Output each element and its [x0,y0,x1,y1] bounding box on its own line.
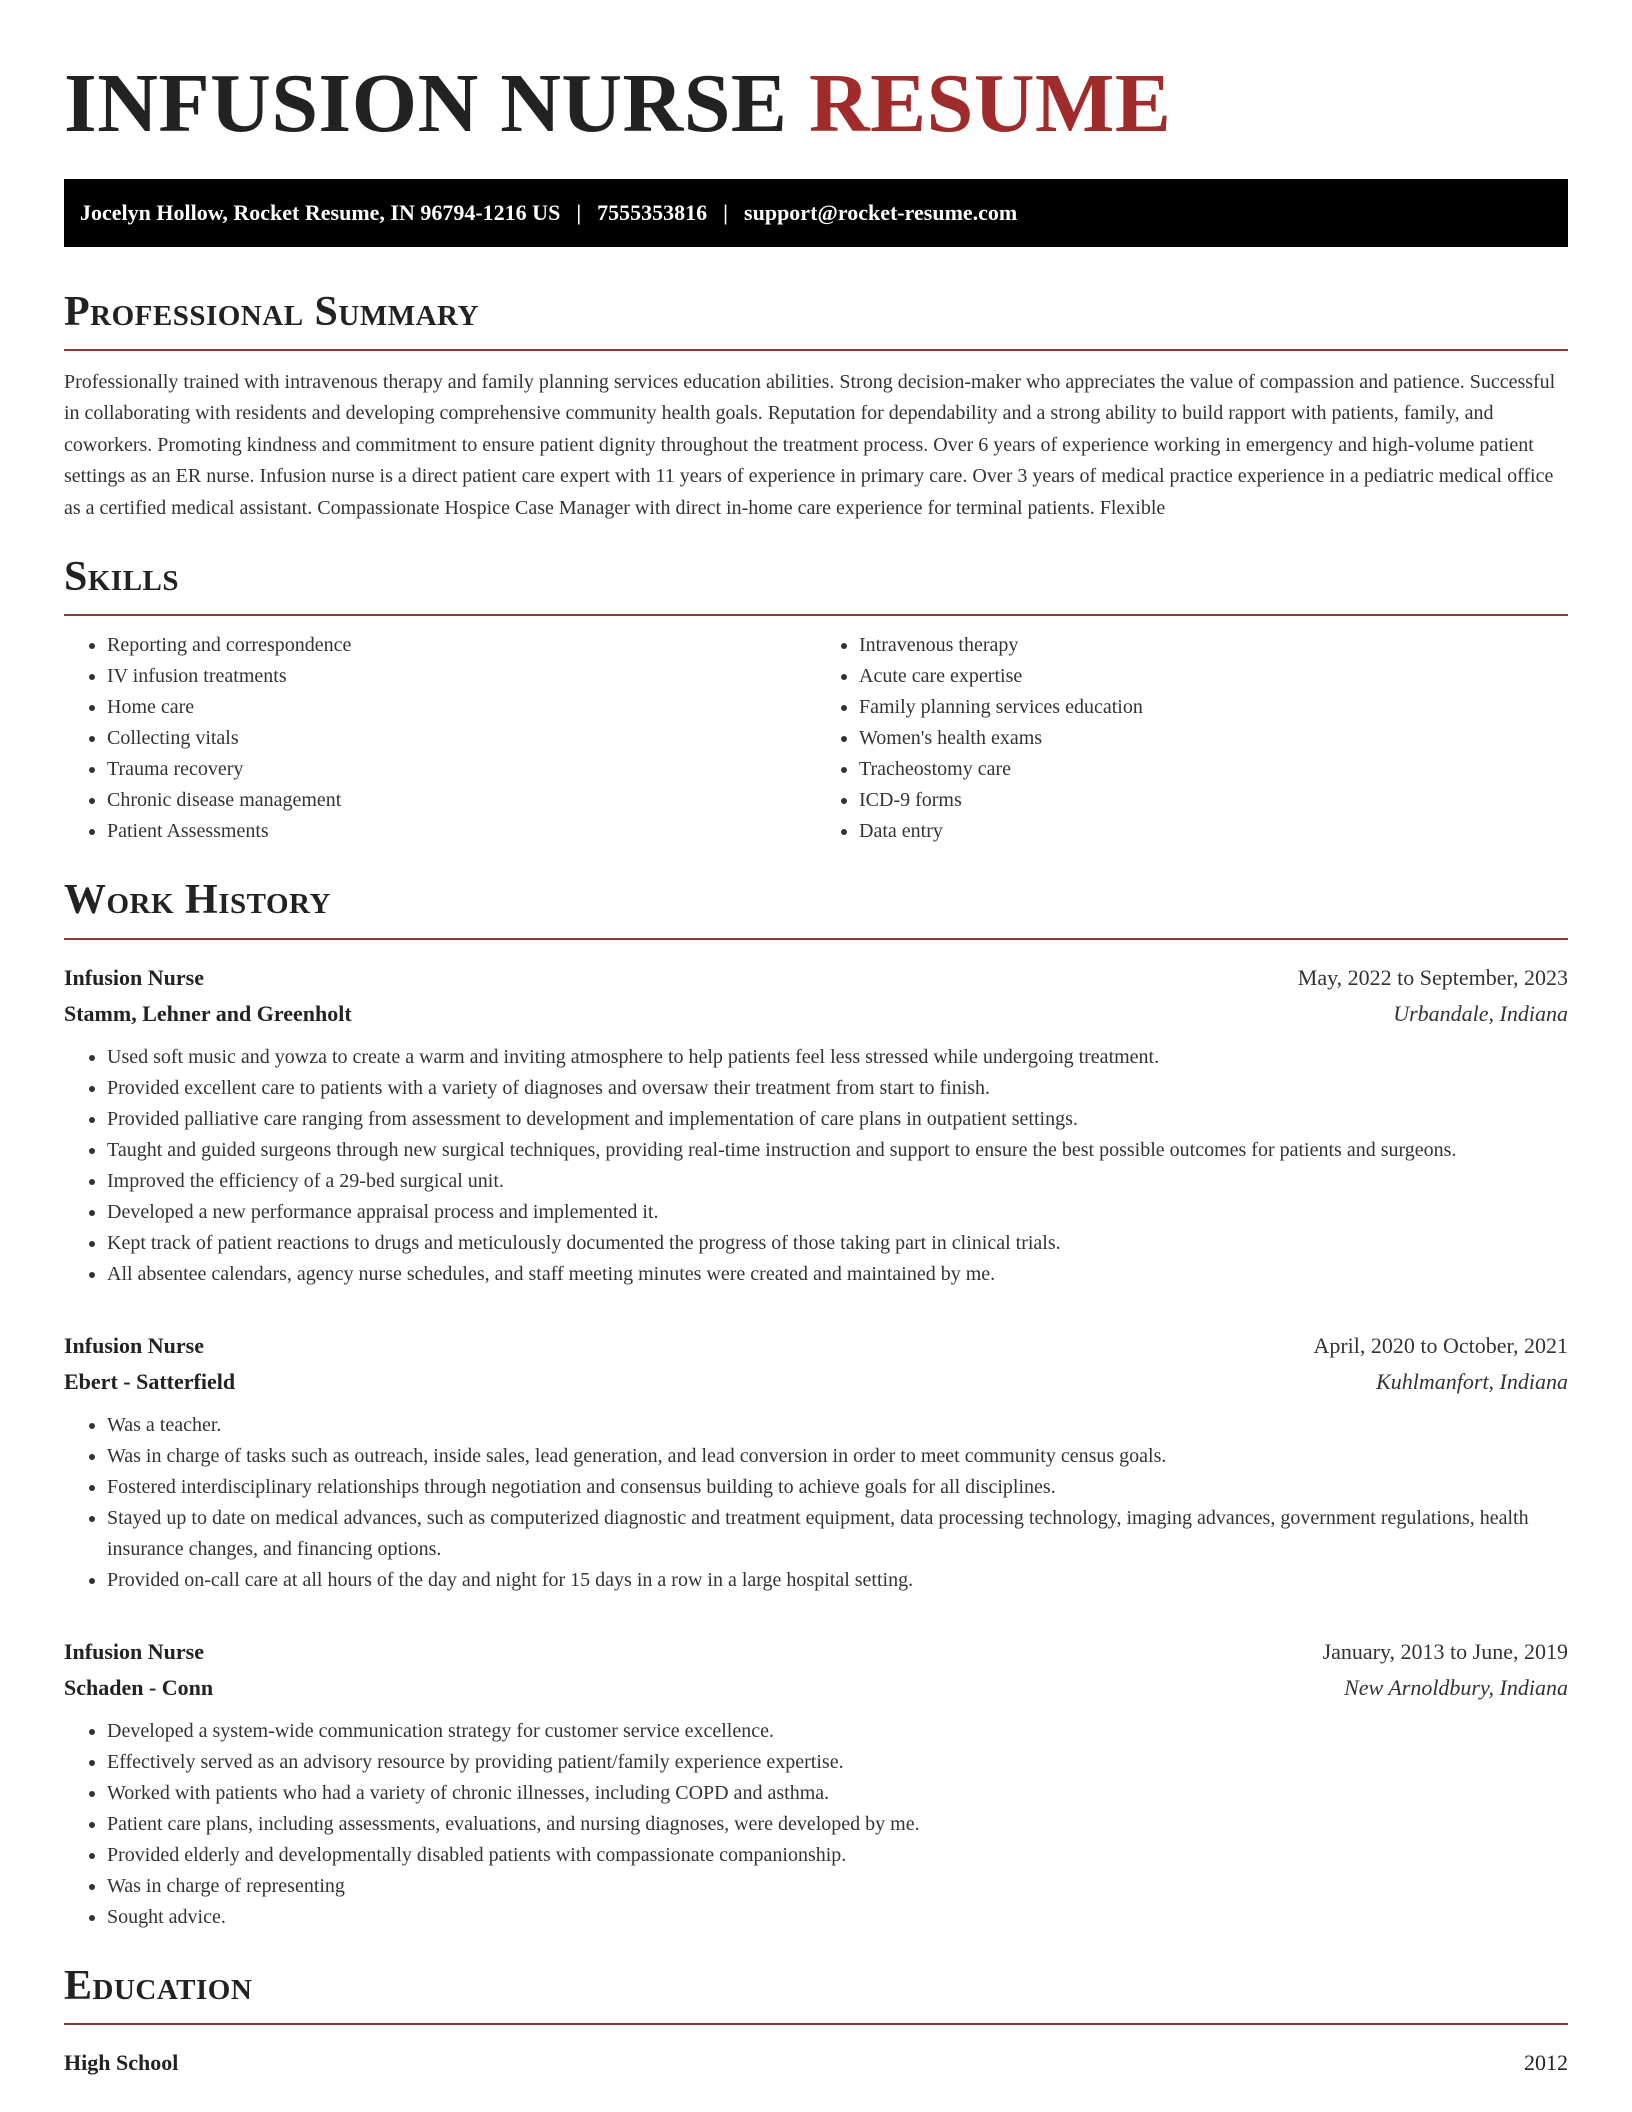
job-bullet: • Taught and guided surgeons through new surgical techniques, providing real-time instruction and support to ensure the best possible outcomes for patients and surgeons. [107,1135,1568,1166]
job-bullet: • Worked with patients who had a variety of chronic illnesses, including COPD and asthma. [107,1778,1568,1809]
job-entry [64,1634,1568,1933]
job-bullet: • Fostered interdisciplinary relationships through negotiation and consensus building to achieve goals for all disciplines. [107,1472,1568,1503]
section-divider [64,614,1568,616]
job-bullet: • Was a teacher. [107,1410,1568,1441]
job-title: Infusion Nurse [64,964,204,990]
skills-columns [64,630,1568,847]
job-bullet: • Developed a system-wide communication strategy for customer service excellence. [107,1716,1568,1747]
skill-item: • Trauma recovery [107,754,816,785]
job-location: Kuhlmanfort, Indiana [1376,1368,1568,1394]
job-company-row [64,1364,1568,1400]
skill-item: • IV infusion treatments [107,661,816,692]
job-bullet: • Was in charge of tasks such as outreach, inside sales, lead generation, and lead conversion in order to meet community census goals. [107,1441,1568,1472]
job-dates: May, 2022 to September, 2023 [1297,964,1568,990]
contact-separator: | [576,199,582,225]
job-bullet-list [64,1716,1568,1933]
job-bullet: • Patient care plans, including assessments, evaluations, and nursing diagnoses, were developed by me. [107,1809,1568,1840]
job-bullet: • Provided elderly and developmentally disabled patients with compassionate companionship. [107,1840,1568,1871]
job-entry [64,960,1568,1290]
skill-item: • Chronic disease management [107,785,816,816]
job-bullet: • All absentee calendars, agency nurse schedules, and staff meeting minutes were created and maintained by me. [107,1259,1568,1290]
skills-heading: Skills [64,554,180,601]
education-degree: High School [64,2049,179,2075]
job-bullet: • Provided palliative care ranging from assessment to development and implementation of care plans in outpatient settings. [107,1104,1568,1135]
resume-title [64,56,1568,153]
job-dates: January, 2013 to June, 2019 [1322,1638,1568,1664]
skill-item: • Patient Assessments [107,816,816,847]
education-entry [64,2045,1568,2081]
summary-section [64,289,1568,525]
job-bullet-list [64,1410,1568,1596]
education-year: 2012 [1524,2049,1568,2075]
contact-email: support@rocket-resume.com [744,199,1018,225]
job-location: Urbandale, Indiana [1393,1000,1568,1026]
work-section [64,877,1568,1932]
job-header-row [64,960,1568,996]
skill-item: • Collecting vitals [107,723,816,754]
section-divider [64,349,1568,351]
contact-phone: 7555353816 [597,199,708,225]
skill-item: • Acute care expertise [859,661,1568,692]
job-bullet: • Was in charge of representing [107,1871,1568,1902]
job-bullet: • Used soft music and yowza to create a warm and inviting atmosphere to help patients feel less stressed while undergoing treatment. [107,1042,1568,1073]
education-heading: Education [64,1962,253,2009]
skills-right-list [816,630,1568,847]
job-bullet: • Developed a new performance appraisal process and implemented it. [107,1197,1568,1228]
skill-item: • Intravenous therapy [859,630,1568,661]
summary-heading: Professional Summary [64,288,479,335]
summary-text: Professionally trained with intravenous therapy and family planning services education abilities. Strong decision-maker who appreciates the value of compassion and patience. Successful in collaborating with residents and developing comprehensive community health goals. Reputation for dependability and a strong ability to build rapport with patients, family, and coworkers. Promoting kindness and commitment to ensure patient dignity throughout the treatment process. Over 6 years of experience working in emergency and high-volume patient settings as an ER nurse. Infusion nurse is a direct patient care expert with 11 years of experience in primary care. Over 3 years of medical practice experience in a pediatric medical office as a certified medical assistant. Compassionate Hospice Case Manager with direct in-home care experience for terminal patients. Flexible [64,370,1556,519]
skill-item: • Reporting and correspondence [107,630,816,661]
job-bullet: • Sought advice. [107,1902,1568,1933]
job-bullet: • Provided excellent care to patients with a variety of diagnoses and oversaw their treatment from start to finish. [107,1073,1568,1104]
title-accent: RESUME [808,57,1172,150]
section-divider [64,938,1568,940]
job-bullet: • Kept track of patient reactions to drugs and meticulously documented the progress of those taking part in clinical trials. [107,1228,1568,1259]
skill-item: • Family planning services education [859,692,1568,723]
job-company: Stamm, Lehner and Greenholt [64,1000,352,1026]
job-bullet-list [64,1042,1568,1290]
job-company: Schaden - Conn [64,1674,214,1700]
skills-left-list [64,630,816,847]
work-heading: Work History [64,877,331,924]
skill-item: • Women's health exams [859,723,1568,754]
skill-item: • Data entry [859,816,1568,847]
job-bullet: • Provided on-call care at all hours of the day and night for 15 days in a row in a large hospital setting. [107,1565,1568,1596]
job-header-row [64,1328,1568,1364]
resume-page [64,0,1568,2081]
job-company-row [64,996,1568,1032]
job-header-row [64,1634,1568,1670]
contact-bar [64,179,1568,247]
job-dates: April, 2020 to October, 2021 [1313,1332,1568,1358]
contact-separator: | [723,199,729,225]
section-divider [64,2023,1568,2025]
job-list [64,960,1568,1933]
job-bullet: • Improved the efficiency of a 29-bed surgical unit. [107,1166,1568,1197]
skills-section [64,554,1568,847]
job-company-row [64,1670,1568,1706]
job-company: Ebert - Satterfield [64,1368,236,1394]
title-main: INFUSION NURSE [64,57,788,150]
job-bullet: • Effectively served as an advisory resource by providing patient/family experience expertise. [107,1747,1568,1778]
job-bullet: • Stayed up to date on medical advances, such as computerized diagnostic and treatment equipment, data processing technology, imaging advances, government regulations, health insurance changes, and financing options. [107,1503,1568,1565]
education-section [64,1963,1568,2081]
job-title: Infusion Nurse [64,1638,204,1664]
job-title: Infusion Nurse [64,1332,204,1358]
skill-item: • ICD-9 forms [859,785,1568,816]
contact-address: Jocelyn Hollow, Rocket Resume, IN 96794-1216 US [80,199,561,225]
job-entry [64,1328,1568,1596]
skill-item: • Home care [107,692,816,723]
skill-item: • Tracheostomy care [859,754,1568,785]
job-location: New Arnoldbury, Indiana [1344,1674,1568,1700]
